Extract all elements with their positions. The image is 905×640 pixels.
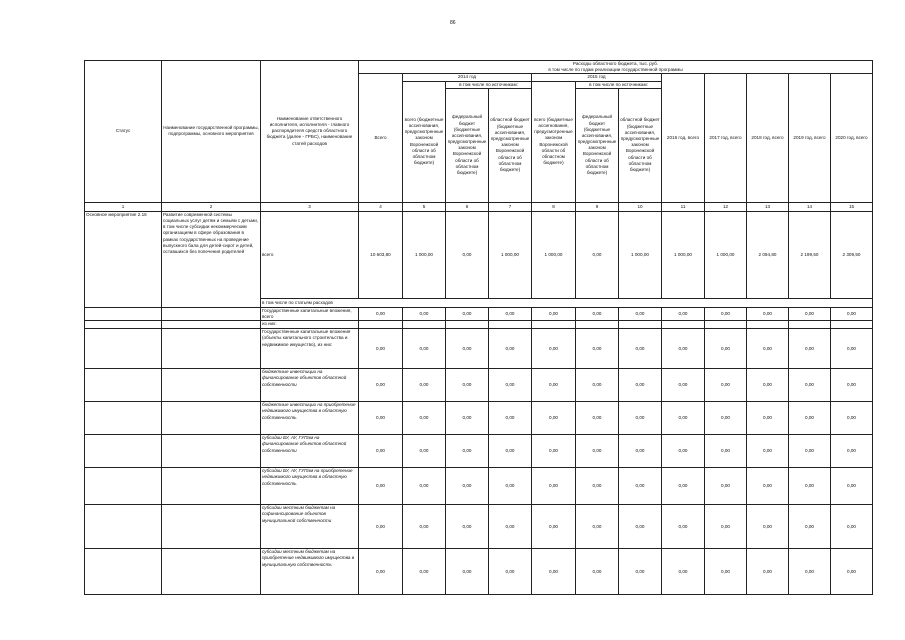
value-cell: 0,00 — [789, 329, 831, 369]
value-cell: 0,00 — [446, 402, 489, 435]
main-value-cell: 2 199,50 — [789, 211, 831, 298]
value-cell: 0,00 — [403, 369, 446, 402]
value-cell: 0,00 — [831, 549, 873, 595]
column-number-9: 9 — [576, 202, 619, 211]
header-2014-regional: областной бюджет (бюджетные ассигнования, предусмотренные законом Воронежской области об областном бюджете) — [489, 88, 532, 202]
value-cell — [747, 321, 789, 329]
value-cell: 0,00 — [489, 329, 532, 369]
value-cell: 0,00 — [747, 505, 789, 549]
column-number-12: 12 — [705, 202, 747, 211]
empty-program-cell — [162, 307, 261, 320]
value-cell: 0,00 — [747, 549, 789, 595]
value-cell: 0,00 — [489, 435, 532, 468]
value-cell: 0,00 — [359, 307, 403, 320]
table-row — [85, 369, 873, 402]
header-executor: Наименование ответственного исполнителя, исполнителя - главного распорядителя средств областного бюджета (далее - ГРБС), наименование статей расходов — [261, 61, 359, 203]
value-cell: 0,00 — [532, 468, 576, 505]
value-cell — [446, 321, 489, 329]
empty-program-cell — [162, 402, 261, 435]
header-total: Всего — [359, 74, 403, 202]
value-cell: 0,00 — [619, 549, 662, 595]
column-number-5: 5 — [403, 202, 446, 211]
value-cell: 0,00 — [831, 505, 873, 549]
value-cell: 0,00 — [619, 505, 662, 549]
empty-program-cell — [162, 468, 261, 505]
value-cell: 0,00 — [489, 549, 532, 595]
value-cell: 0,00 — [403, 505, 446, 549]
value-cell — [532, 321, 576, 329]
value-cell: 0,00 — [446, 329, 489, 369]
value-cell: 0,00 — [576, 549, 619, 595]
value-cell: 0,00 — [789, 307, 831, 320]
row-label: бюджетные инвестиции на финансирование объектов областной собственности — [261, 369, 359, 402]
detail-rows — [85, 307, 873, 594]
value-cell — [576, 321, 619, 329]
header-program: Наименование государственной программы, подпрограммы, основного мероприятия — [162, 61, 261, 203]
value-cell: 0,00 — [359, 468, 403, 505]
value-cell: 0,00 — [359, 402, 403, 435]
value-cell: 0,00 — [662, 402, 705, 435]
value-cell: 0,00 — [532, 307, 576, 320]
value-cell: 0,00 — [789, 468, 831, 505]
value-cell: 0,00 — [403, 549, 446, 595]
value-cell: 0,00 — [705, 549, 747, 595]
value-cell: 0,00 — [747, 435, 789, 468]
header-2014-total: всего (бюджетные ассигнования, предусмотренные законом Воронежской области об областном бюджете) — [403, 81, 446, 202]
value-cell: 0,00 — [576, 505, 619, 549]
value-cell: 0,00 — [446, 307, 489, 320]
value-cell: 0,00 — [532, 549, 576, 595]
value-cell: 0,00 — [747, 369, 789, 402]
column-number-4: 4 — [359, 202, 403, 211]
column-number-row — [85, 202, 873, 211]
column-number-10: 10 — [619, 202, 662, 211]
value-cell: 0,00 — [446, 435, 489, 468]
value-cell: 0,00 — [662, 369, 705, 402]
empty-status-cell — [85, 549, 162, 595]
row-label: субсидии БУ, АУ, ГУПам на финансирование объектов областной собственности — [261, 435, 359, 468]
value-cell: 0,00 — [705, 468, 747, 505]
main-value-cell: 2 309,50 — [831, 211, 873, 298]
value-cell: 0,00 — [619, 307, 662, 320]
value-cell: 0,00 — [403, 435, 446, 468]
value-cell: 0,00 — [705, 402, 747, 435]
value-cell: 0,00 — [705, 435, 747, 468]
header-year-2014: 2014 год — [403, 74, 532, 81]
empty-program-cell — [162, 321, 261, 329]
value-cell: 0,00 — [662, 468, 705, 505]
header-2014-federal: федеральный бюджет (бюджетные ассигнования, предусмотренные законом Воронежской области об областном бюджете) — [446, 88, 489, 202]
value-cell: 0,00 — [489, 505, 532, 549]
value-cell: 0,00 — [831, 307, 873, 320]
table-row — [85, 307, 873, 320]
value-cell: 0,00 — [532, 329, 576, 369]
value-cell: 0,00 — [446, 549, 489, 595]
value-cell: 0,00 — [831, 435, 873, 468]
page-number: 86 — [450, 20, 456, 26]
table-row — [85, 435, 873, 468]
empty-program-cell — [162, 505, 261, 549]
value-cell: 0,00 — [747, 468, 789, 505]
value-cell: 0,00 — [789, 505, 831, 549]
column-number-7: 7 — [489, 202, 532, 211]
header-year-2015: 2015 год — [532, 74, 662, 81]
value-cell — [489, 321, 532, 329]
value-cell: 0,00 — [359, 435, 403, 468]
header-2019: 2019 год, всего — [789, 74, 831, 202]
breakdown-label: в том числе по статьям расходов — [261, 298, 873, 307]
main-value-cell: 1 000,00 — [489, 211, 532, 298]
value-cell: 0,00 — [359, 329, 403, 369]
empty-status-cell — [85, 402, 162, 435]
value-cell — [662, 321, 705, 329]
value-cell: 0,00 — [662, 307, 705, 320]
value-cell: 0,00 — [705, 505, 747, 549]
empty-program-cell — [162, 549, 261, 595]
value-cell — [619, 321, 662, 329]
value-cell: 0,00 — [789, 549, 831, 595]
value-cell: 0,00 — [662, 505, 705, 549]
value-cell: 0,00 — [747, 329, 789, 369]
row-label: Государственные капитальные вложения (объекты капитального строительства и недвижимое имущество), из них: — [261, 329, 359, 369]
header-2015-total: всего (бюджетные ассигнования, предусмотренные законом Воронежской области об областном бюджете) — [532, 81, 576, 202]
value-cell: 0,00 — [576, 307, 619, 320]
column-number-2: 2 — [162, 202, 261, 211]
main-value-cell: 10 603,80 — [359, 211, 403, 298]
main-value-cell: 1 000,00 — [662, 211, 705, 298]
value-cell: 0,00 — [576, 329, 619, 369]
empty-status-cell — [85, 307, 162, 320]
empty-program-cell — [162, 329, 261, 369]
row-label: субсидии местным бюджетам на приобретение недвижимого имущества в муниципальную собственность — [261, 549, 359, 595]
empty-status-cell — [85, 435, 162, 468]
column-number-1: 1 — [85, 202, 162, 211]
value-cell — [403, 321, 446, 329]
main-value-cell: 1 000,00 — [619, 211, 662, 298]
table-row — [85, 505, 873, 549]
value-cell: 0,00 — [789, 369, 831, 402]
value-cell: 0,00 — [619, 402, 662, 435]
value-cell: 0,00 — [831, 402, 873, 435]
header-2015-sources: в том числе по источникам: — [576, 81, 662, 88]
column-number-14: 14 — [789, 202, 831, 211]
table-row — [85, 329, 873, 369]
column-number-13: 13 — [747, 202, 789, 211]
value-cell: 0,00 — [705, 307, 747, 320]
value-cell: 0,00 — [532, 435, 576, 468]
header-2015-regional: областной бюджет (бюджетные ассигнования, предусмотренные законом Воронежской области об областном бюджете) — [619, 88, 662, 202]
empty-status-cell — [85, 369, 162, 402]
value-cell: 0,00 — [619, 329, 662, 369]
value-cell: 0,00 — [705, 369, 747, 402]
header-subtitle: в том числе по годам реализации государственной программы — [548, 67, 683, 73]
main-value-cell: 0,00 — [446, 211, 489, 298]
table-row — [85, 468, 873, 505]
header-2016: 2016 год, всего — [662, 74, 705, 202]
value-cell: 0,00 — [403, 402, 446, 435]
main-value-cell: 1 000,00 — [403, 211, 446, 298]
value-cell: 0,00 — [446, 468, 489, 505]
column-number-6: 6 — [446, 202, 489, 211]
value-cell: 0,00 — [576, 468, 619, 505]
row-label: из них: — [261, 321, 359, 329]
value-cell: 0,00 — [446, 369, 489, 402]
value-cell: 0,00 — [403, 468, 446, 505]
value-cell: 0,00 — [705, 329, 747, 369]
value-cell: 0,00 — [789, 402, 831, 435]
value-cell: 0,00 — [662, 329, 705, 369]
column-number-3: 3 — [261, 202, 359, 211]
empty-program-cell — [162, 435, 261, 468]
value-cell — [831, 321, 873, 329]
value-cell — [789, 321, 831, 329]
value-cell: 0,00 — [532, 369, 576, 402]
program-cell: Развитие современной системы социальных услуг детям и семьям с детьми, в том числе субсидии некоммерческим организациям в сфере образования в рамках государственных на проведение выпускного бала для детей-сирот и детей, оставшихся без попечения родителей — [162, 211, 261, 307]
value-cell: 0,00 — [662, 435, 705, 468]
main-value-cell: 2 094,80 — [747, 211, 789, 298]
value-cell: 0,00 — [831, 329, 873, 369]
value-cell: 0,00 — [619, 468, 662, 505]
table-row — [85, 321, 873, 329]
column-number-11: 11 — [662, 202, 705, 211]
value-cell: 0,00 — [489, 307, 532, 320]
value-cell: 0,00 — [359, 505, 403, 549]
main-value-cell: 1 000,00 — [532, 211, 576, 298]
empty-status-cell — [85, 329, 162, 369]
value-cell: 0,00 — [576, 435, 619, 468]
column-number-15: 15 — [831, 202, 873, 211]
value-cell: 0,00 — [489, 402, 532, 435]
table-row — [85, 549, 873, 595]
value-cell: 0,00 — [446, 505, 489, 549]
header-2015-federal: федеральный бюджет (бюджетные ассигнования, предусмотренные законом Воронежской области об областном бюджете) — [576, 88, 619, 202]
column-number-8: 8 — [532, 202, 576, 211]
header-2014-sources: в том числе по источникам: — [446, 81, 532, 88]
value-cell: 0,00 — [619, 435, 662, 468]
value-cell: 0,00 — [831, 468, 873, 505]
table-row — [85, 402, 873, 435]
value-cell: 0,00 — [489, 468, 532, 505]
empty-status-cell — [85, 505, 162, 549]
value-cell: 0,00 — [831, 369, 873, 402]
header-status: Статус — [85, 61, 162, 203]
value-cell: 0,00 — [747, 402, 789, 435]
value-cell: 0,00 — [532, 402, 576, 435]
main-value-cell: 0,00 — [576, 211, 619, 298]
header-title-text: Расходы областного бюджета, тыс. руб. — [572, 61, 659, 66]
value-cell: 0,00 — [403, 307, 446, 320]
value-cell: 0,00 — [747, 307, 789, 320]
value-cell: 0,00 — [359, 369, 403, 402]
value-cell — [359, 321, 403, 329]
main-value-cell: 1 000,00 — [705, 211, 747, 298]
empty-status-cell — [85, 321, 162, 329]
value-cell: 0,00 — [619, 369, 662, 402]
header-2018: 2018 год, всего — [747, 74, 789, 202]
status-cell: Основное мероприятие 2.16 — [85, 211, 162, 307]
row-label: субсидии местным бюджетам на софинансирование объектов муниципальной собственности — [261, 505, 359, 549]
value-cell: 0,00 — [576, 369, 619, 402]
value-cell: 0,00 — [532, 505, 576, 549]
value-cell: 0,00 — [662, 549, 705, 595]
value-cell: 0,00 — [789, 435, 831, 468]
value-cell: 0,00 — [489, 369, 532, 402]
empty-status-cell — [85, 468, 162, 505]
header-2017: 2017 год, всего — [705, 74, 747, 202]
row-label: бюджетные инвестиции на приобретение недвижимого имущества в областную собственность — [261, 402, 359, 435]
budget-table — [84, 60, 873, 595]
header-2020: 2020 год, всего — [831, 74, 873, 202]
value-cell: 0,00 — [359, 549, 403, 595]
empty-program-cell — [162, 369, 261, 402]
row-label: субсидии БУ, АУ, ГУПам на приобретение недвижимого имущества в областную собственность — [261, 468, 359, 505]
executor-cell: всего — [261, 211, 359, 298]
row-label: Государственные капитальные вложения, всего — [261, 307, 359, 320]
value-cell — [705, 321, 747, 329]
header-title — [359, 61, 873, 74]
value-cell: 0,00 — [403, 329, 446, 369]
value-cell: 0,00 — [576, 402, 619, 435]
